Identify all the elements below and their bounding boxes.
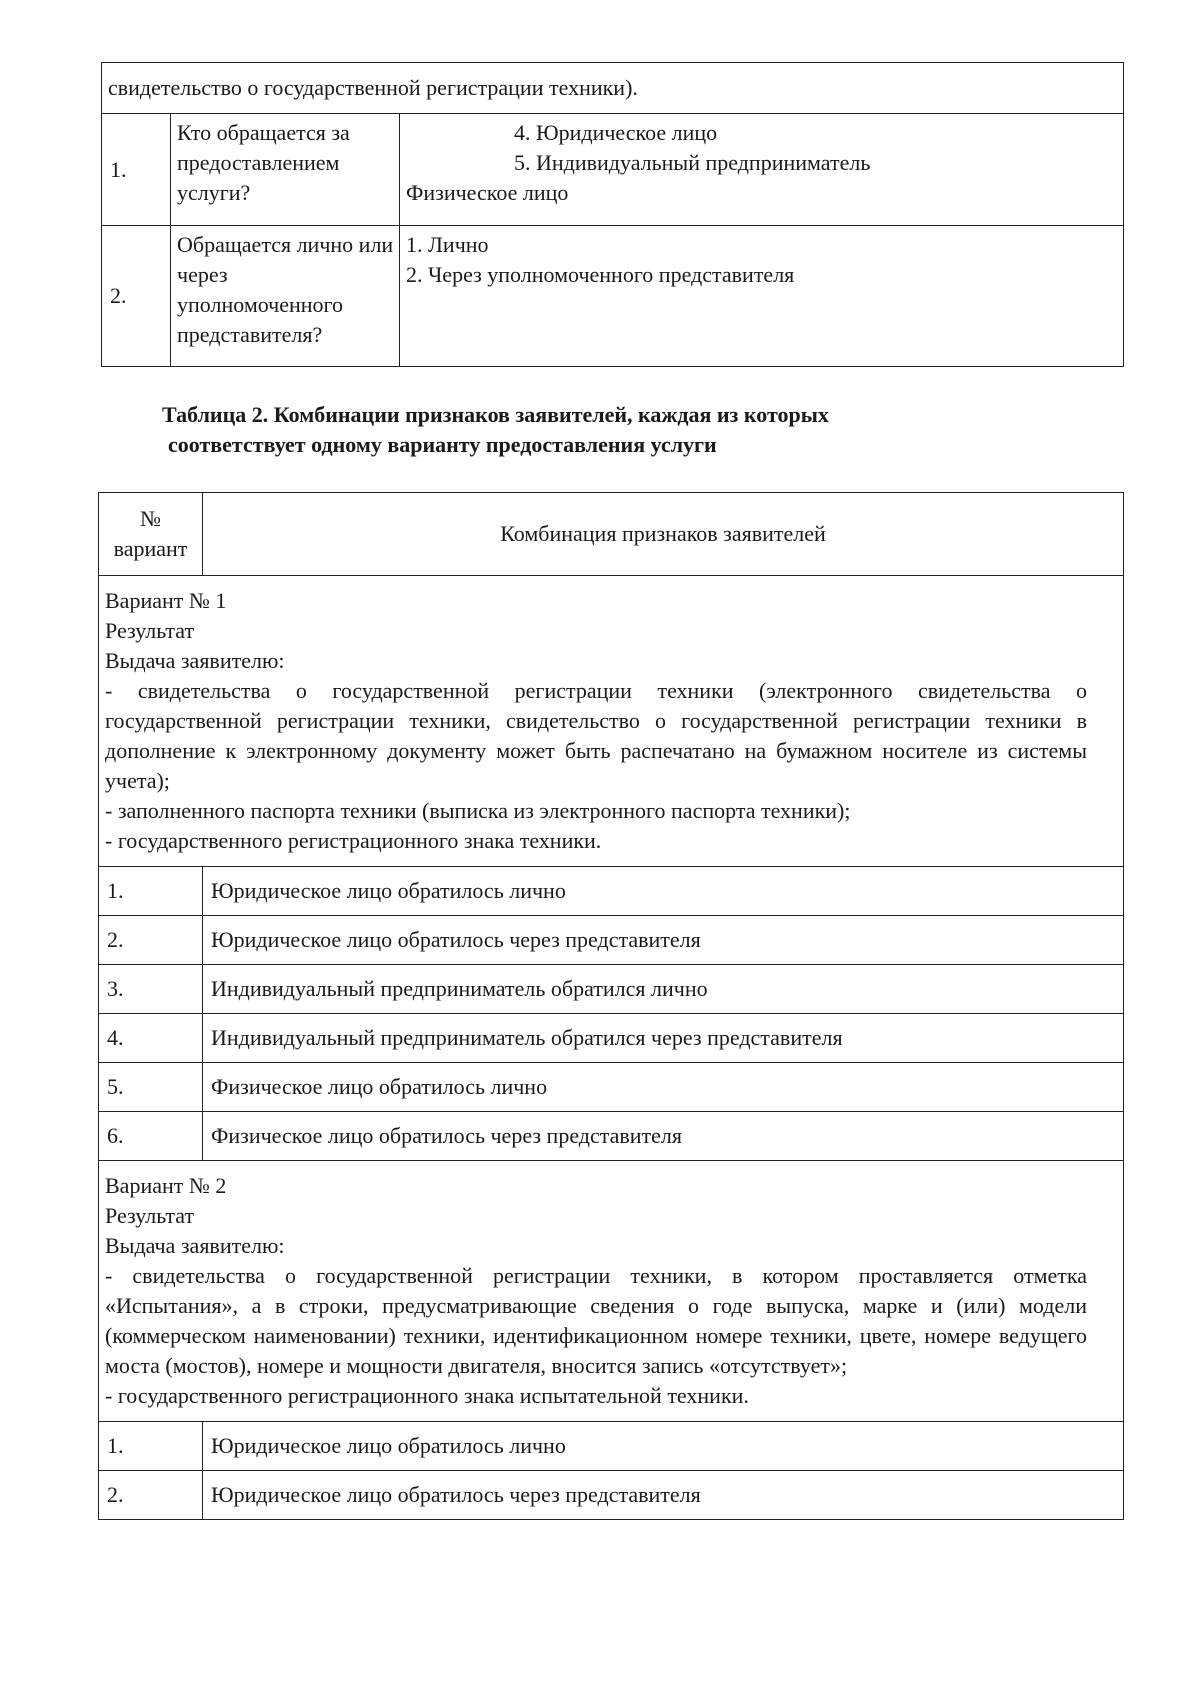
row-text: Юридическое лицо обратилось лично [203,1422,1124,1471]
result-label: Результат [105,1203,195,1228]
row-number: 2. [102,226,171,367]
row-number: 1. [99,1422,203,1471]
row-number: 3. [99,965,203,1014]
row-text: Юридическое лицо обратилось через представителя [203,916,1124,965]
table-row [102,226,1124,367]
variant-block-row [99,576,1124,867]
question-cell: Кто обращается за предоставлением услуги? [171,114,400,226]
variant-block-row [99,1161,1124,1422]
row-number: 4. [99,1014,203,1063]
result-item: - свидетельства о государственной регистрации техники, в котором проставляется отметка «Испытания», а в строки, предусматривающие сведения о годе выпуска, марке и (или) модели (коммерческом наименовании) техники, идентификационном номере техники, цвете, номере ведущего моста (мостов), номере и мощности двигателя, вносится запись «отсутствует»; [105,1263,1087,1378]
row-text: Индивидуальный предприниматель обратился лично [203,965,1124,1014]
table-row [102,63,1124,114]
column-header-combination: Комбинация признаков заявителей [203,493,1124,576]
table-row [99,916,1124,965]
table-row [99,1422,1124,1471]
question-cell: Обращается лично или через уполномоченного представителя? [171,226,400,367]
row-number: 1. [99,867,203,916]
row-number: 6. [99,1112,203,1161]
variant-block [99,576,1124,867]
result-item: - государственного регистрационного знака техники. [105,828,602,853]
variant-combinations-table [98,492,1124,1520]
answer-item: Физическое лицо [406,180,569,205]
row-text: Индивидуальный предприниматель обратился через представителя [203,1014,1124,1063]
result-item: - свидетельства о государственной регистрации техники (электронного свидетельства о государственной регистрации техники, свидетельство о государственной регистрации техники в дополнение к электронному документу может быть распечатано на бумажном носителе из системы учета); [105,678,1087,793]
row-text: Юридическое лицо обратилось лично [203,867,1124,916]
variant-title: Вариант № 1 [105,588,227,613]
continuation-cell: свидетельство о государственной регистрации техники). [102,63,1124,114]
row-text: Физическое лицо обратилось через представителя [203,1112,1124,1161]
answer-item: 5. Индивидуальный предприниматель [514,150,871,175]
result-item: - заполненного паспорта техники (выписка из электронного паспорта техники); [105,798,851,823]
table-row [99,965,1124,1014]
issue-label: Выдача заявителю: [105,1233,285,1258]
table-row [99,1063,1124,1112]
answer-item: 2. Через уполномоченного представителя [406,262,795,287]
issue-label: Выдача заявителю: [105,648,285,673]
answer-item: 4. Юридическое лицо [514,120,718,145]
table2-title [162,400,1062,460]
answers-cell [400,226,1124,367]
column-header-variant: № вариант [99,493,203,576]
table-row [99,1014,1124,1063]
row-number: 2. [99,1471,203,1520]
result-item: - государственного регистрационного знака испытательной техники. [105,1383,749,1408]
result-label: Результат [105,618,195,643]
table2-title-line: Таблица 2. Комбинации признаков заявителей, каждая из которых [162,402,829,427]
variant-title: Вариант № 2 [105,1173,227,1198]
table-header-row [99,493,1124,576]
table-row [99,867,1124,916]
table-row [99,1112,1124,1161]
table2-title-line: соответствует одному варианту предоставления услуги [168,432,717,457]
row-number: 1. [102,114,171,226]
variant-block [99,1161,1124,1422]
answers-cell [400,114,1124,226]
row-number: 5. [99,1063,203,1112]
table-row [102,114,1124,226]
row-number: 2. [99,916,203,965]
answer-item: 1. Лично [406,232,489,257]
row-text: Юридическое лицо обратилось через представителя [203,1471,1124,1520]
row-text: Физическое лицо обратилось лично [203,1063,1124,1112]
applicant-criteria-table [101,62,1124,367]
table-row [99,1471,1124,1520]
